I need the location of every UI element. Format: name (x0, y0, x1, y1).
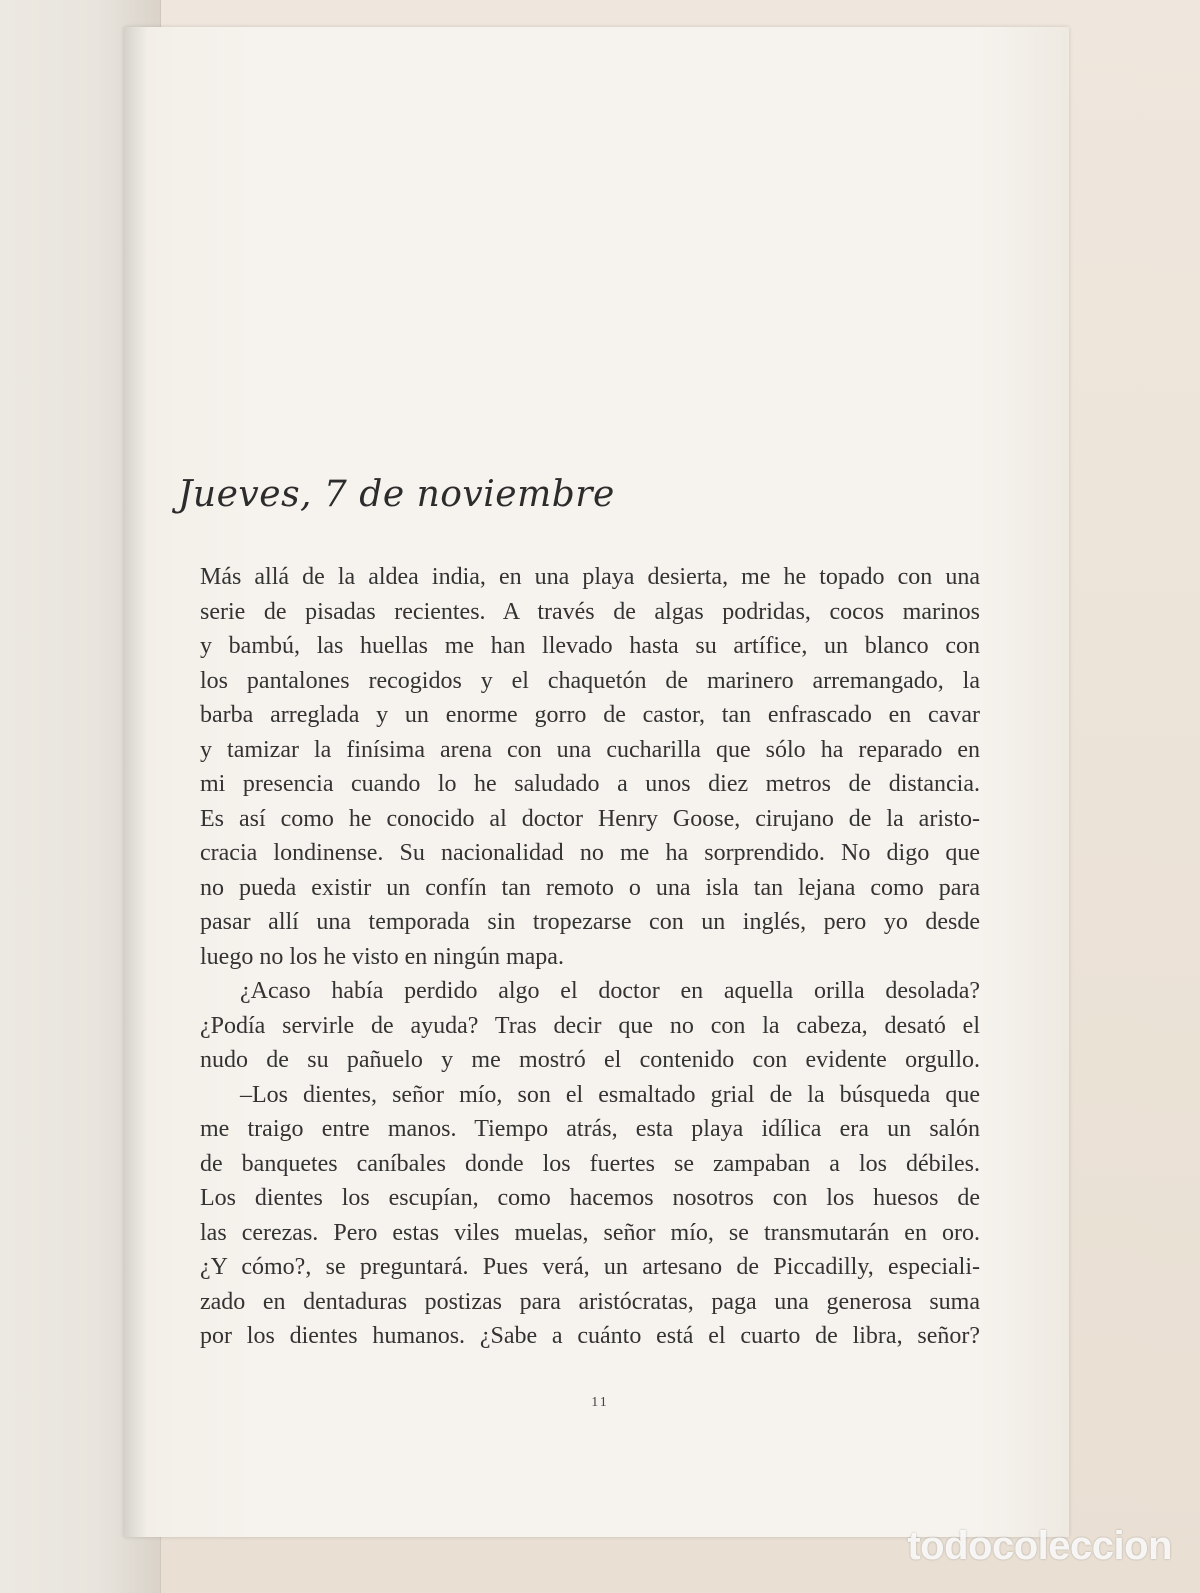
body-text (200, 560, 980, 1354)
text-line: –Los dientes, señor mío, son el esmaltado grial de la búsqueda que (240, 1081, 980, 1108)
text-line: los pantalones recogidos y el chaquetón de marinero arremangado, la (200, 667, 980, 694)
text-line: Es así como he conocido al doctor Henry Goose, cirujano de la aristo- (200, 805, 980, 832)
chapter-heading: Jueves, 7 de noviembre (178, 474, 615, 515)
text-line: me traigo entre manos. Tiempo atrás, esta playa idílica era un salón (200, 1116, 980, 1142)
text-line: las cerezas. Pero estas viles muelas, señor mío, se transmutarán en oro. (200, 1219, 980, 1246)
text-line: pasar allí una temporada sin tropezarse con un inglés, pero yo desde (200, 909, 980, 935)
text-line: mi presencia cuando lo he saludado a unos diez metros de distancia. (200, 771, 980, 797)
text-line: luego no los he visto en ningún mapa. (200, 943, 564, 970)
text-line: barba arreglada y un enorme gorro de castor, tan enfrascado en cavar (200, 702, 980, 728)
page-gutter-shadow (124, 27, 148, 1537)
watermark-logo: todocoleccion (907, 1524, 1172, 1568)
text-line: serie de pisadas recientes. A través de algas podridas, cocos marinos (200, 598, 980, 625)
text-line: por los dientes humanos. ¿Sabe a cuánto está el cuarto de libra, señor? (200, 1323, 980, 1349)
text-line: y tamizar la finísima arena con una cucharilla que sólo ha reparado en (200, 736, 980, 763)
text-line: ¿Podía servirle de ayuda? Tras decir que no con la cabeza, desató el (200, 1012, 980, 1039)
text-line: nudo de su pañuelo y me mostró el contenido con evidente orgullo. (200, 1047, 980, 1073)
text-line: no pueda existir un confín tan remoto o una isla tan lejana como para (200, 874, 980, 901)
text-line: ¿Y cómo?, se preguntará. Pues verá, un artesano de Piccadilly, especiali- (200, 1254, 980, 1280)
page-number: 11 (591, 1395, 609, 1410)
text-line: Los dientes los escupían, como hacemos nosotros con los huesos de (200, 1185, 980, 1211)
text-line: ¿Acaso había perdido algo el doctor en aquella orilla desolada? (240, 978, 980, 1004)
text-line: Más allá de la aldea india, en una playa desierta, me he topado con una (200, 564, 980, 590)
text-line: y bambú, las huellas me han llevado hasta su artífice, un blanco con (200, 633, 980, 659)
text-line: cracia londinense. Su nacionalidad no me ha sorprendido. No digo que (200, 840, 980, 866)
text-line: zado en dentaduras postizas para aristócratas, paga una generosa suma (200, 1288, 980, 1315)
text-line: de banquetes caníbales donde los fuertes se zampaban a los débiles. (200, 1150, 980, 1177)
